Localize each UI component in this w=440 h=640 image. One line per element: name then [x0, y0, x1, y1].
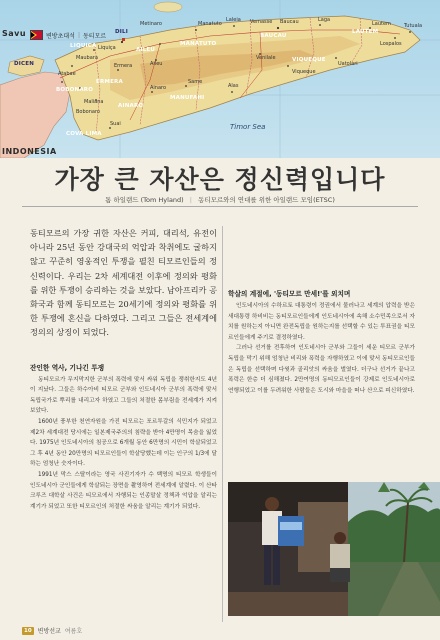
- section-name: 변방초대석: [46, 32, 75, 40]
- issue-name: 여름호: [64, 628, 83, 635]
- timor-map: [0, 0, 440, 158]
- east-timor-flag-icon: [30, 30, 43, 40]
- map-town: Lautem: [372, 21, 391, 27]
- lead-paragraph: 동티모르의 가장 귀한 자산은 커피, 대리석, 유전이 아니라 25년 동안 강대국의 억압과 착취에도 굴하지 않고 꾸준히 영웅적인 투쟁을 펼친 티모르인들의 정신력이다. 우리는 2차 세계대전 이후에 정의와 평화를 위한 투쟁이 승리하는 것을 보았다. 남아프리카 공화국과 함께 동티모르는 20세기에 정의와 평화를 위한 투쟁에 혼신을 다하였다. 그리고 그들은 전세계에 정의의 상징이 되었다.: [30, 228, 217, 338]
- map-district-aileu: AILEU: [136, 47, 156, 53]
- map-town: Viqueque: [292, 69, 316, 75]
- magazine-name: 변방선교: [37, 628, 61, 635]
- map-district-cova-lima: COVA LIMA: [66, 131, 102, 137]
- left-column: [30, 226, 217, 512]
- map-town: Vemasse: [250, 19, 273, 25]
- map-town: Alas: [228, 83, 239, 89]
- map-town: Manatuto: [198, 21, 222, 27]
- map-town: Laleia: [226, 17, 241, 23]
- map-district-bobonaro: BOBONARO: [56, 87, 94, 93]
- map-town: Venilale: [256, 55, 276, 61]
- map-district-liquica: LIQUICA: [70, 43, 97, 49]
- map-district-manatuto: MANATUTO: [180, 41, 217, 47]
- map-town: Suai: [110, 121, 121, 127]
- map-district-manufahi: MANUFAHI: [170, 95, 205, 101]
- map-town: Laga: [318, 17, 331, 23]
- map-label-indonesia: INDONESIA: [2, 147, 57, 156]
- map-district-viqueque: VIQUEQUE: [292, 57, 326, 63]
- map-district-dicen: DICEN: [14, 61, 35, 67]
- byline: 톰 하일랜드 (Tom Hyland) | 동티모르와의 연대를 위한 아일랜드 모임(ETSC): [105, 196, 335, 204]
- ballot-paragraph-1: 인도네시아의 수하르토 대통령이 정권에서 물러나고 세계의 압력을 받은 새대통령 하비비는 동티모르인들에게 인도네시아에 속해 소수민족으로서 자치를 원하는지 아니면 완전독립을 원하는지를 선택할 수 있는 투표권을 티모르인들에게 주기로 결정하였다.: [228, 303, 415, 341]
- map-label-timor-sea: Timor Sea: [230, 123, 266, 131]
- map-town: Baucau: [280, 19, 299, 25]
- map-town: Ainaro: [150, 85, 167, 91]
- history-heading: 잔인한 역사, 기나긴 투쟁: [30, 363, 105, 372]
- history-paragraph-2: 1600년 풍부한 천연자원을 가진 티모르는 포르투갈의 식민지가 되었고 제2차 세계대전 당시에는 일본제국주의의 침략을 받아 4만명이 목숨을 잃었다. 1975년 인도네시아의 침공으로 6개월 동안 6만명의 시민이 학살되었고 그 후 4년 동안 20만명의 티모르인들이 학살당했는데 이는 인구의 1/3에 달하는 엄청난 숫자이다.: [30, 419, 217, 468]
- article-photo: [228, 482, 440, 616]
- map-district-lautem: LAUTEM: [352, 29, 379, 35]
- map-town: Bobonaro: [76, 109, 100, 115]
- map-town: Uatolari: [338, 61, 358, 67]
- page-footer: [22, 626, 82, 635]
- map-town: Maliana: [84, 99, 104, 105]
- section-tag: 변방초대석 | 동티모르: [30, 30, 106, 40]
- page-number: 10: [24, 627, 32, 634]
- map-town: Lospalos: [380, 41, 402, 47]
- byline-affiliation: 동티모르와의 연대를 위한 아일랜드 모임(ETSC): [198, 196, 335, 204]
- map-town: Atabae: [58, 71, 76, 77]
- map-label-savu: Savu: [2, 29, 27, 38]
- byline-author: 톰 하일랜드 (Tom Hyland): [105, 196, 184, 204]
- map-town: Ermera: [114, 63, 133, 69]
- map-town: Liquiça: [98, 45, 116, 51]
- history-paragraph-3: 1991년 막스 스탈이라는 영국 사진기자가 수 백명의 티모르 학생들이 인도네시아 군인들에게 학살되는 장면을 촬영하여 전세계에 알렸다. 이 산타크루즈 대학살 사건은 티모르에서 자행되는 인종말살 정책과 억압을 알리는 계기가 되었고 또한 티모르인의 처절한 싸움을 알리는 계기가 되었다.: [30, 471, 217, 510]
- map-town: Tutuala: [404, 23, 423, 29]
- right-column: [228, 288, 415, 396]
- map-town: Metinaro: [140, 21, 162, 27]
- map-town: Same: [188, 79, 203, 85]
- map-town: Maubara: [76, 55, 98, 61]
- ballot-paragraph-2: 그러나 선거를 전후하여 인도네시아 군부와 그들이 세운 티모르 군부가 독립을 막기 위해 엄청난 비리와 폭력을 자행하였고 이에 맞서 동티모르인들은 독립을 선택하며 다윗과 골리앗의 싸움을 벌였다. 더구나 선거가 끝나고 폭력은 한층 더 심해졌다. 2만여명의 동티모르인들이 강제로 인도네시아로 연행되었고 이를 두려워한 사람들은 도시와 마을을 떠나 산으로 피신하였다.: [228, 345, 415, 394]
- title-divider: [22, 206, 418, 207]
- column-divider: [222, 226, 223, 622]
- ballot-heading: 학살의 계절에, '동티모르 만세!'를 외치며: [228, 290, 351, 298]
- map-district-ermera: ERMERA: [96, 79, 123, 85]
- article-title: 가장 큰 자산은 정신력입니다: [54, 165, 386, 194]
- photo-graphic: [228, 482, 440, 616]
- map-district-dili: DILI: [115, 29, 128, 35]
- map-town: Aileu: [150, 61, 163, 67]
- section-sub: 동티모르: [83, 32, 107, 40]
- history-paragraph-1: 동티모르가 무지막지한 군부의 폭력에 맞서 싸워 독립을 쟁취한지도 4년이 지났다. 그들은 하수아비 티모르 군부와 인도네시아 군부의 폭력에 맞서 독립국가로 뿌리를 내리고자 하였고 그들의 처절한 몸부림을 전세계가 지켜보았다.: [30, 376, 217, 415]
- map-district-baucau: BAUCAU: [260, 33, 287, 39]
- map-district-ainaro: AINARO: [118, 103, 144, 109]
